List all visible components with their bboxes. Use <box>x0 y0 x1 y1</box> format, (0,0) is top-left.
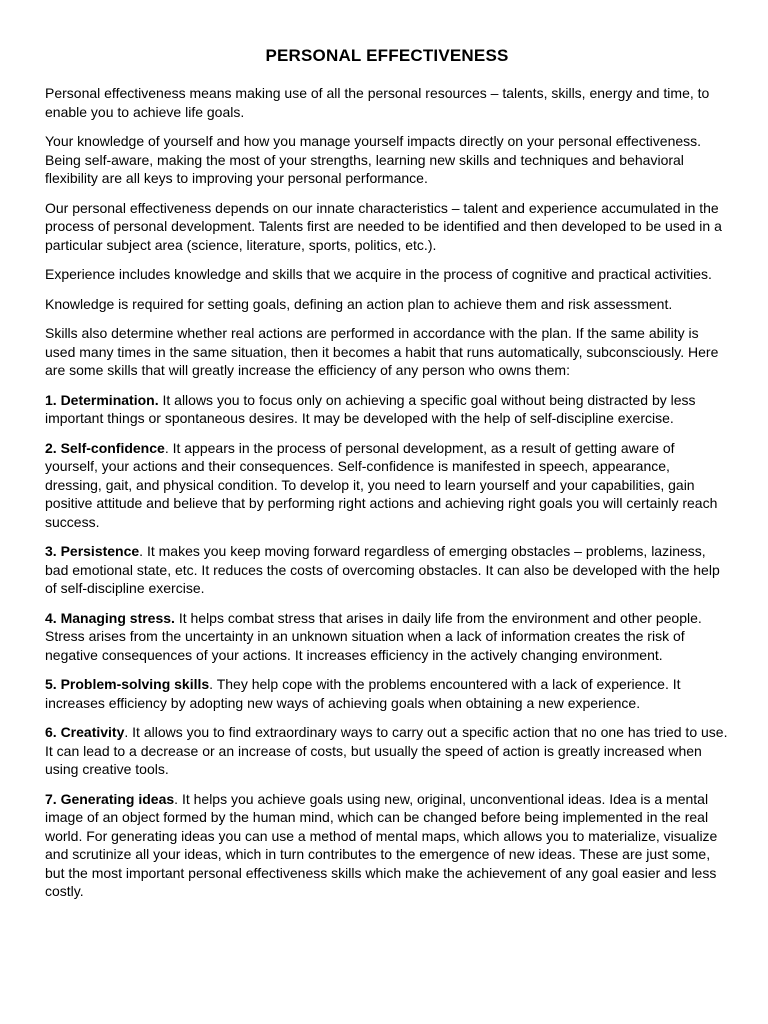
skill-persistence <box>45 542 729 598</box>
skill-heading: 5. Problem-solving skills <box>45 676 210 692</box>
intro-paragraph-3: Our personal effectiveness depends on our innate characteristics – talent and experience accumulated in the process of personal development. Talents first are needed to be identified and then developed to be used in a particular subject area (science, literature, sports, politics, etc.). <box>45 199 722 253</box>
skill-determination <box>45 391 729 428</box>
skill-text: . They help cope with the problems encountered with a lack of experience. It increases efficiency by adopting new ways of achieving goals when obtaining a new experience. <box>45 676 681 711</box>
document-page <box>45 45 729 912</box>
intro-paragraph-4: Experience includes knowledge and skills that we acquire in the process of cognitive and practical activities. <box>45 266 712 282</box>
intro-paragraph-2: Your knowledge of yourself and how you manage yourself impacts directly on your personal effectiveness. Being self-aware, making the most of your strengths, learning new skills and techniques and behavioral flexibility are all keys to improving your personal performance. <box>45 133 702 186</box>
skill-self-confidence <box>45 439 729 532</box>
skill-text: . It helps you achieve goals using new, original, unconventional ideas. Idea is a mental image of an object formed by the human mind, which can be changed before being implemented in the real world. For generating ideas you can use a method of mental maps, which allows you to materialize, visualize and scrutinize all your ideas, which in turn contributes to the emergence of new ideas. These are just some, but the most important personal effectiveness skills which make the achievement of any goal easier and less costly. <box>45 790 718 899</box>
skill-heading: 2. Self-confidence <box>45 439 165 456</box>
skill-problem-solving <box>45 675 729 712</box>
skill-managing-stress <box>45 609 729 665</box>
skill-heading: 6. Creativity <box>45 724 125 740</box>
skill-heading: 4. Managing stress. <box>45 609 175 626</box>
intro-paragraph-1: Personal effectiveness means making use of all the personal resources – talents, skills, energy and time, to enable you to achieve life goals. <box>45 85 710 120</box>
skill-text: . It makes you keep moving forward regardless of emerging obstacles – problems, laziness, bad emotional state, etc. It reduces the costs of overcoming obstacles. It can also be developed with the help of self-discipline exercise. <box>45 543 720 596</box>
skill-creativity <box>45 723 729 779</box>
skill-text: It allows you to focus only on achieving a specific goal without being distracted by less important things or spontaneous desires. It may be developed with the help of self-discipline exercise. <box>45 391 696 426</box>
document-title: PERSONAL EFFECTIVENESS <box>265 46 509 65</box>
skill-heading: 7. Generating ideas <box>45 790 175 807</box>
skill-text: . It appears in the process of personal development, as a result of getting aware of yourself, your actions and their consequences. Self-confidence is manifested in speech, appearance, dressing, gait, and physical condition. To develop it, you need to learn yourself and your capabilities, gain positive attitude and believe that by performing right actions and achieving right goals you will certainly reach success. <box>45 439 718 530</box>
skill-generating-ideas <box>45 790 729 901</box>
skill-text: . It allows you to find extraordinary ways to carry out a specific action that no one has tried to use. It can lead to a decrease or an increase of costs, but usually the speed of action is greatly increased when using creative tools. <box>45 724 728 777</box>
skill-heading: 1. Determination. <box>45 391 159 408</box>
skill-text: It helps combat stress that arises in daily life from the environment and other people. Stress arises from the uncertainty in an unknown situation when a lack of information creates the risk of negative consequences of your actions. It increases efficiency in the actively changing environment. <box>45 609 702 663</box>
skill-heading: 3. Persistence <box>45 543 140 559</box>
intro-paragraph-6: Skills also determine whether real actions are performed in accordance with the plan. If the same ability is used many times in the same situation, then it becomes a habit that runs automatically, subconsciously. Here are some skills that will greatly increase the efficiency of any person who owns them: <box>45 325 719 378</box>
intro-paragraph-5: Knowledge is required for setting goals, defining an action plan to achieve them and risk assessment. <box>45 295 673 312</box>
